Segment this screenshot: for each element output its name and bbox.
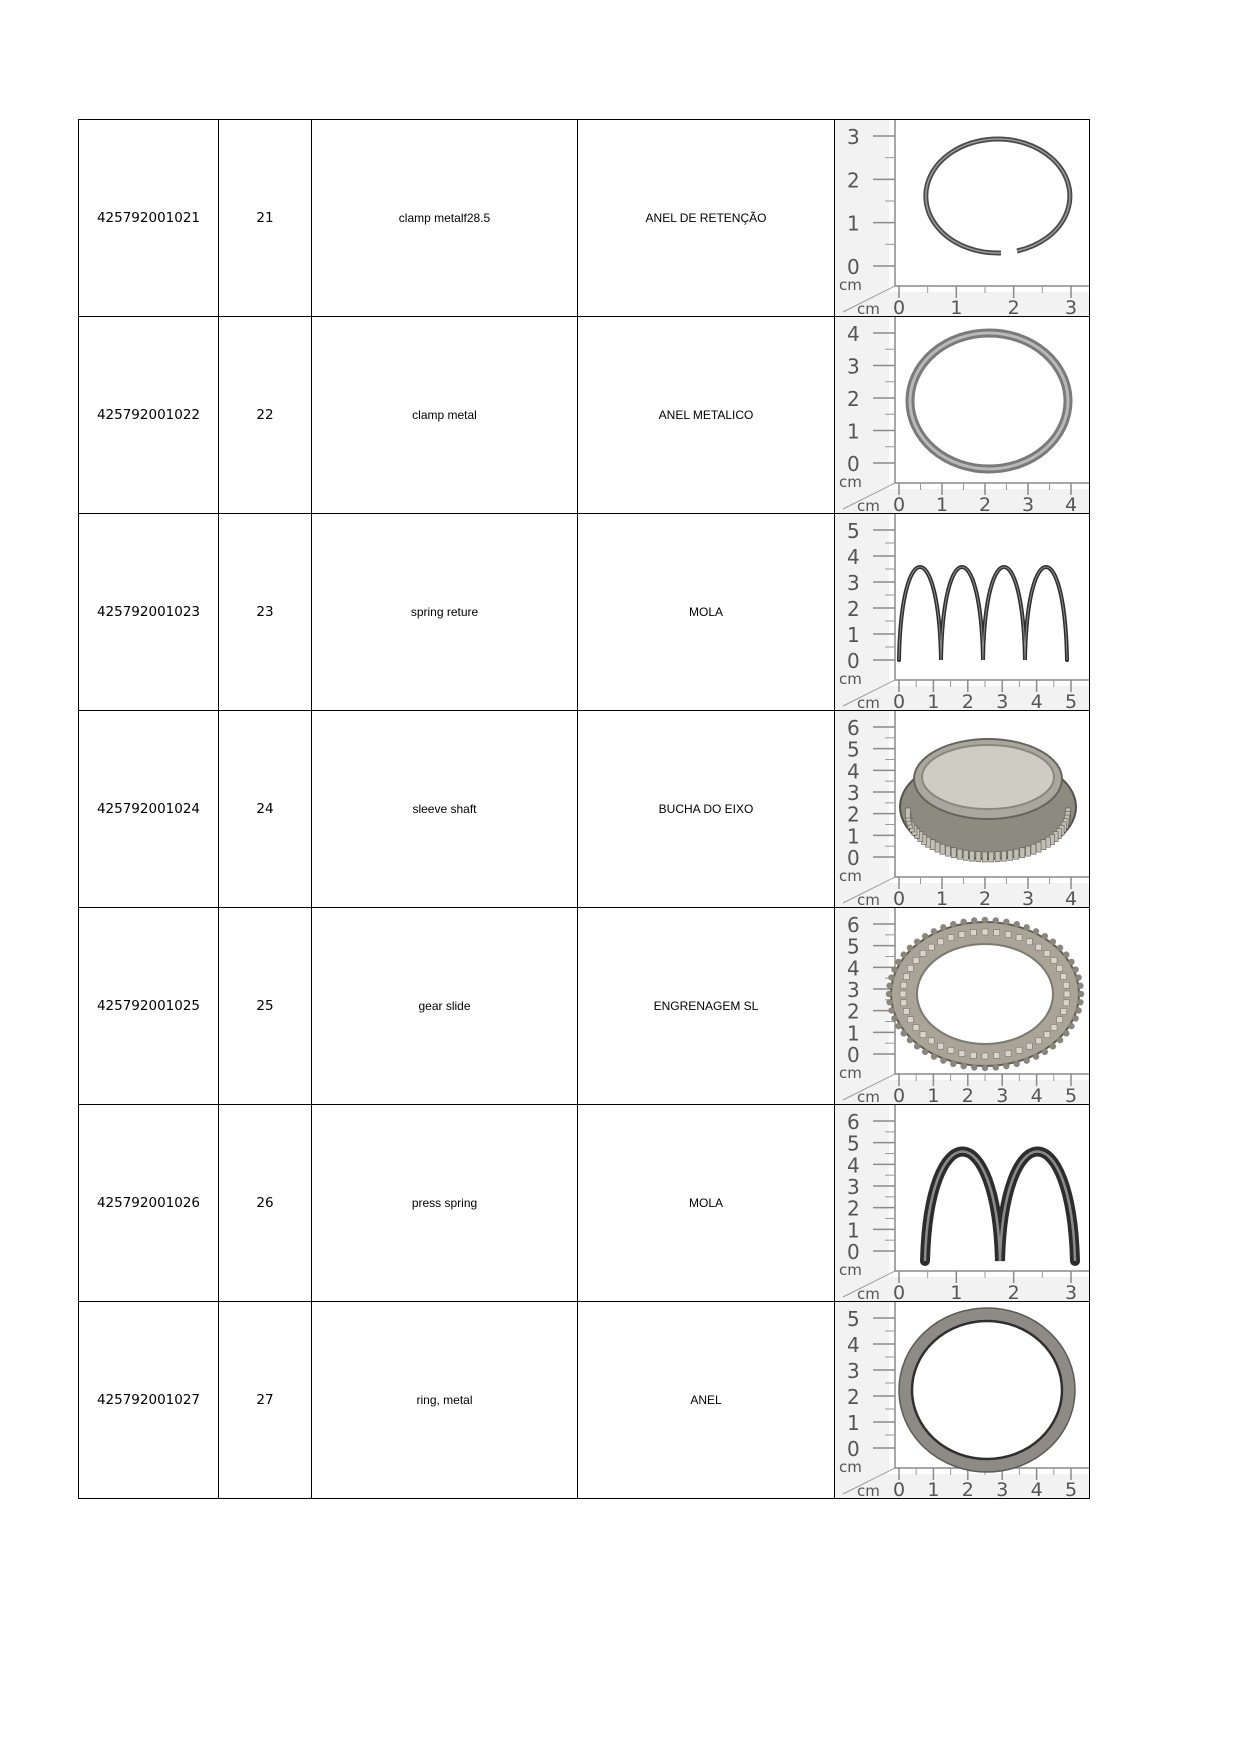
ruler-y-tick-label: 0	[847, 846, 860, 870]
ruler-x-tick-label: 5	[1065, 691, 1078, 710]
ruler-y-tick-label: 2	[847, 387, 860, 411]
ruler-x-tick-label: 3	[1022, 494, 1035, 513]
ruler-unit-label: cm	[857, 1482, 880, 1498]
sleeve-bushing-illustration	[900, 739, 1076, 862]
ruler-unit-label: cm	[857, 1285, 880, 1301]
part-code-cell: 425792001023	[79, 514, 219, 711]
ruler-x-tick-label: 4	[1030, 691, 1043, 710]
ruler-unit-label: cm	[857, 694, 880, 710]
ruler-x-tick-label: 2	[979, 888, 992, 907]
ruler-y-tick-label: 2	[847, 1196, 860, 1221]
ruler-y-tick-label: 4	[847, 956, 860, 981]
ruler-y-tick-label: 2	[847, 802, 860, 827]
part-photo	[835, 317, 1089, 513]
portuguese-name-cell: MOLA	[578, 1105, 835, 1302]
parts-table	[78, 119, 1090, 1499]
ruler-x-tick-label: 1	[936, 494, 949, 513]
ruler-x-tick-label: 0	[893, 1282, 906, 1301]
ruler-y-tick-label: 1	[847, 1021, 860, 1046]
ruler-y-tick-label: 3	[847, 125, 860, 149]
english-name-cell: ring, metal	[312, 1302, 578, 1499]
item-number-cell: 26	[219, 1105, 312, 1302]
ruler-unit-label: cm	[839, 473, 862, 491]
ruler-y-tick-label: 0	[847, 255, 860, 279]
ruler-y-tick-label: 3	[847, 1175, 860, 1199]
english-name-cell: spring reture	[312, 514, 578, 711]
portuguese-name-cell: ANEL METALICO	[578, 317, 835, 514]
ruler-unit-label: cm	[839, 1261, 862, 1279]
ruler-x-tick-label: 1	[927, 691, 940, 710]
ruler-x-tick-label: 2	[961, 691, 974, 710]
ruler-y-tick-label: 1	[847, 824, 860, 849]
ruler-y-tick-label: 5	[847, 737, 860, 762]
ruler-x-tick-label: 3	[1065, 1282, 1078, 1301]
ruler-x-tick-label: 0	[893, 494, 906, 513]
ruler-y-tick-label: 2	[847, 168, 860, 193]
item-number-cell: 23	[219, 514, 312, 711]
portuguese-name-cell: ENGRENAGEM SL	[578, 908, 835, 1105]
ruler-y-tick-label: 6	[847, 716, 860, 740]
ruler-y-tick-label: 1	[847, 1218, 860, 1243]
item-number-cell: 27	[219, 1302, 312, 1499]
ruler-y-tick-label: 2	[847, 999, 860, 1024]
item-number-cell: 21	[219, 120, 312, 317]
portuguese-name-cell: BUCHA DO EIXO	[578, 711, 835, 908]
ruler-y-tick-label: 0	[847, 452, 860, 476]
english-name-cell: clamp metal	[312, 317, 578, 514]
ruler-x-tick-label: 0	[893, 1085, 906, 1104]
ruler-y-tick-label: 1	[847, 211, 860, 236]
ruler-y-tick-label: 5	[847, 519, 860, 543]
part-photo	[835, 120, 1089, 316]
ruler-unit-label: cm	[857, 891, 880, 907]
ruler-y-tick-label: 3	[847, 1359, 860, 1383]
item-number-cell: 22	[219, 317, 312, 514]
ruler-y-tick-label: 5	[847, 1131, 860, 1156]
ruler-x-tick-label: 0	[893, 888, 906, 907]
gear-ring-illustration	[886, 917, 1084, 1071]
table-row	[79, 514, 1090, 711]
part-photo-cell	[835, 1105, 1090, 1302]
part-code-cell: 425792001027	[79, 1302, 219, 1499]
ruler-y-tick-label: 1	[847, 419, 860, 444]
ruler-x-tick-label: 3	[996, 1479, 1009, 1498]
part-photo-cell	[835, 514, 1090, 711]
ruler-x-tick-label: 0	[893, 297, 906, 316]
ruler-x-tick-label: 2	[961, 1085, 974, 1104]
ruler-y-tick-label: 2	[847, 597, 860, 621]
ruler-y-tick-label: 3	[847, 354, 860, 379]
ruler-y-tick-label: 3	[847, 571, 860, 595]
ruler-y-tick-label: 1	[847, 1411, 860, 1435]
ruler-x-tick-label: 2	[961, 1479, 974, 1498]
part-photo	[835, 1105, 1089, 1301]
table-row	[79, 317, 1090, 514]
ruler-unit-label: cm	[839, 867, 862, 885]
english-name-cell: gear slide	[312, 908, 578, 1105]
ruler-y-tick-label: 2	[847, 1385, 860, 1409]
part-code-cell: 425792001026	[79, 1105, 219, 1302]
ruler-y-tick-label: 0	[847, 1043, 860, 1067]
portuguese-name-cell: ANEL	[578, 1302, 835, 1499]
part-photo-cell	[835, 908, 1090, 1105]
english-name-cell: sleeve shaft	[312, 711, 578, 908]
item-number-cell: 24	[219, 711, 312, 908]
ruler-y-tick-label: 4	[847, 759, 860, 784]
part-code-cell: 425792001021	[79, 120, 219, 317]
ruler-y-tick-label: 5	[847, 934, 860, 959]
ruler-x-tick-label: 4	[1065, 888, 1078, 907]
ruler-x-tick-label: 5	[1065, 1085, 1078, 1104]
ruler-unit-label: cm	[839, 1458, 862, 1476]
ruler-unit-label: cm	[857, 300, 880, 316]
ruler-y-tick-label: 4	[847, 1153, 860, 1178]
ruler-x-tick-label: 3	[996, 1085, 1009, 1104]
english-name-cell: clamp metalf28.5	[312, 120, 578, 317]
ruler-x-tick-label: 4	[1065, 494, 1078, 513]
ruler-y-tick-label: 3	[847, 978, 860, 1002]
ruler-y-tick-label: 6	[847, 1110, 860, 1134]
ruler-unit-label: cm	[857, 1088, 880, 1104]
part-photo	[835, 514, 1089, 710]
ruler-y-tick-label: 0	[847, 649, 860, 673]
portuguese-name-cell: ANEL DE RETENÇÃO	[578, 120, 835, 317]
ruler-y-tick-label: 1	[847, 623, 860, 647]
part-photo	[835, 711, 1089, 907]
ruler-x-tick-label: 3	[1065, 297, 1078, 316]
ruler-x-tick-label: 2	[1007, 1282, 1020, 1301]
ruler-y-tick-label: 4	[847, 545, 860, 569]
table-row	[79, 120, 1090, 317]
ruler-x-tick-label: 0	[893, 1479, 906, 1498]
table-row	[79, 1302, 1090, 1499]
part-code-cell: 425792001024	[79, 711, 219, 908]
ruler-unit-label: cm	[857, 497, 880, 513]
ruler-y-tick-label: 6	[847, 913, 860, 937]
part-photo-cell	[835, 1302, 1090, 1499]
ruler-x-tick-label: 1	[950, 1282, 963, 1301]
ruler-unit-label: cm	[839, 1064, 862, 1082]
ruler-y-tick-label: 0	[847, 1437, 860, 1461]
ruler-y-tick-label: 4	[847, 322, 860, 346]
table-row	[79, 908, 1090, 1105]
part-code-cell: 425792001022	[79, 317, 219, 514]
part-photo-cell	[835, 317, 1090, 514]
ruler-x-tick-label: 1	[936, 888, 949, 907]
ruler-y-tick-label: 4	[847, 1333, 860, 1357]
table-row	[79, 1105, 1090, 1302]
table-row	[79, 711, 1090, 908]
ruler-unit-label: cm	[839, 276, 862, 294]
part-photo	[835, 908, 1089, 1104]
portuguese-name-cell: MOLA	[578, 514, 835, 711]
ruler-x-tick-label: 1	[927, 1085, 940, 1104]
ruler-x-tick-label: 4	[1030, 1479, 1043, 1498]
ruler-x-tick-label: 0	[893, 691, 906, 710]
ruler-y-tick-label: 5	[847, 1307, 860, 1331]
part-code-cell: 425792001025	[79, 908, 219, 1105]
ruler-x-tick-label: 1	[927, 1479, 940, 1498]
ruler-x-tick-label: 2	[1007, 297, 1020, 316]
ruler-x-tick-label: 2	[979, 494, 992, 513]
item-number-cell: 25	[219, 908, 312, 1105]
english-name-cell: press spring	[312, 1105, 578, 1302]
part-photo-cell	[835, 120, 1090, 317]
ruler-x-tick-label: 3	[996, 691, 1009, 710]
part-photo-cell	[835, 711, 1090, 908]
ruler-x-tick-label: 1	[950, 297, 963, 316]
part-photo	[835, 1302, 1089, 1498]
ruler-x-tick-label: 3	[1022, 888, 1035, 907]
ruler-x-tick-label: 4	[1030, 1085, 1043, 1104]
ruler-y-tick-label: 3	[847, 781, 860, 805]
ruler-unit-label: cm	[839, 670, 862, 688]
ruler-y-tick-label: 0	[847, 1240, 860, 1264]
ruler-x-tick-label: 5	[1065, 1479, 1078, 1498]
